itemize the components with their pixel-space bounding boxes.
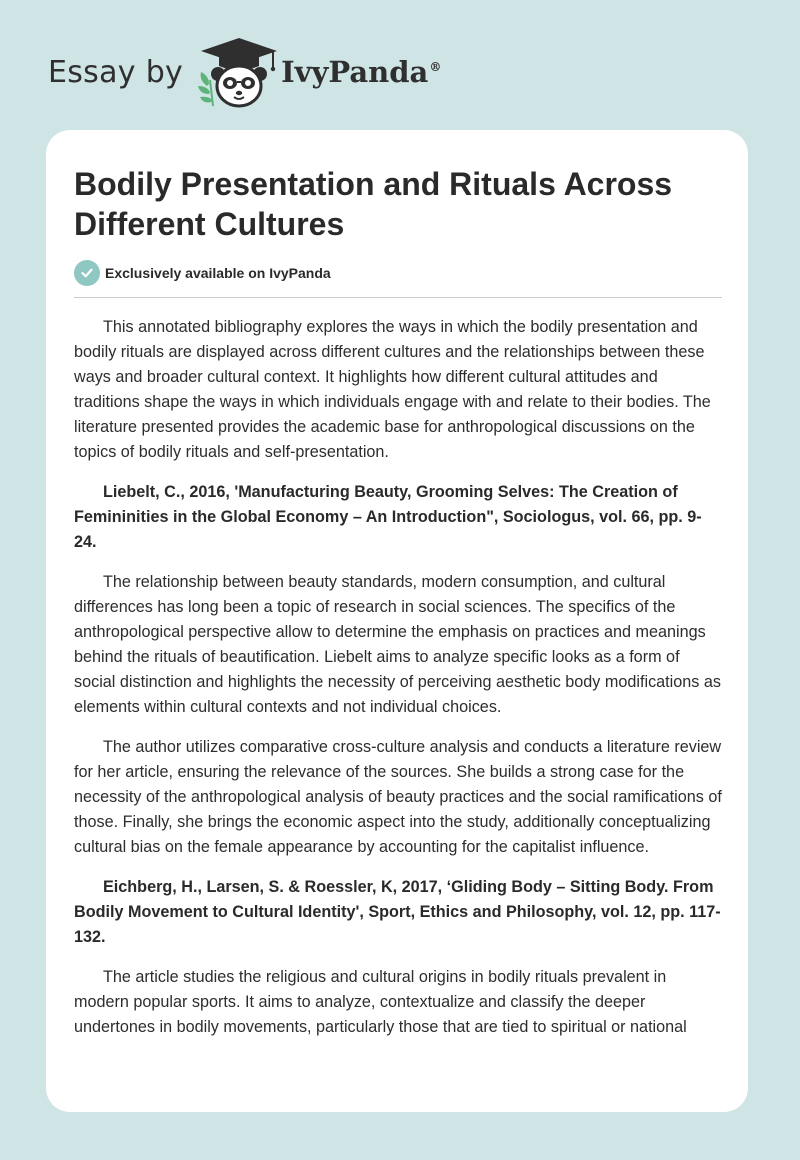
paragraph-intro: This annotated bibliography explores the ways in which the bodily presentation and bodily rituals are displayed across different cultures and the relationships between these ways and broader cultural context. It highlights how different cultural attitudes and traditions shape the ways in which individuals engage with and relate to their bodies. The literature presented provides the academic base for anthropological discussions on the topics of bodily rituals and self-presentation.	[74, 318, 711, 461]
paragraph-annotation: The relationship between beauty standards, modern consumption, and cultural differences has long been a topic of research in social sciences. The specifics of the anthropological perspective allow to determine the emphasis on practices and meanings behind the rituals of beautification. Liebelt aims to analyze specific looks as a form of social distinction and highlights the necessity of perceiving aesthetic body modifications as elements within cultural contexts and not individual choices.	[74, 573, 721, 716]
reference-liebelt: Liebelt, C., 2016, 'Manufacturing Beauty, Grooming Selves: The Creation of Femininities in the Global Economy – An Introduction", Sociologus, vol. 66, pp. 9-24.	[74, 483, 702, 551]
badge-label: Exclusively available on IvyPanda	[105, 265, 331, 281]
reference-eichberg: Eichberg, H., Larsen, S. & Roessler, K, 2017, ‘Gliding Body – Sitting Body. From Bodily Movement to Cultural Identity', Sport, Ethics and Philosophy, vol. 12, pp. 117-132.	[74, 878, 721, 946]
registered-mark: ®	[429, 60, 442, 75]
brand-name-text: IvyPanda	[281, 55, 429, 89]
check-circle-icon	[74, 260, 100, 286]
essay-body	[74, 315, 722, 1040]
site-header	[48, 34, 441, 110]
page-title: Bodily Presentation and Rituals Across Different Cultures	[74, 166, 673, 242]
panda-logo-icon[interactable]	[191, 34, 287, 110]
essay-card	[46, 130, 748, 1112]
paragraph-annotation: The author utilizes comparative cross-culture analysis and conducts a literature review for her article, ensuring the relevance of the sources. She builds a strong case for the necessity of the anthropological analysis of beauty practices and the social ramifications of those. Finally, she brings the economic aspect into the study, additionally conceptualizing cultural bias on the female appearance by accounting for the capitalist influence.	[74, 738, 722, 856]
divider	[74, 297, 722, 298]
paragraph-annotation: The article studies the religious and cultural origins in bodily rituals prevalent in modern popular sports. It aims to analyze, contextualize and classify the deeper undertones in bodily movements, particularly those that are tied to spiritual or national	[74, 968, 687, 1036]
brand-name[interactable]	[281, 55, 441, 89]
brand-prefix: Essay by	[48, 54, 184, 90]
exclusive-badge	[74, 260, 722, 286]
